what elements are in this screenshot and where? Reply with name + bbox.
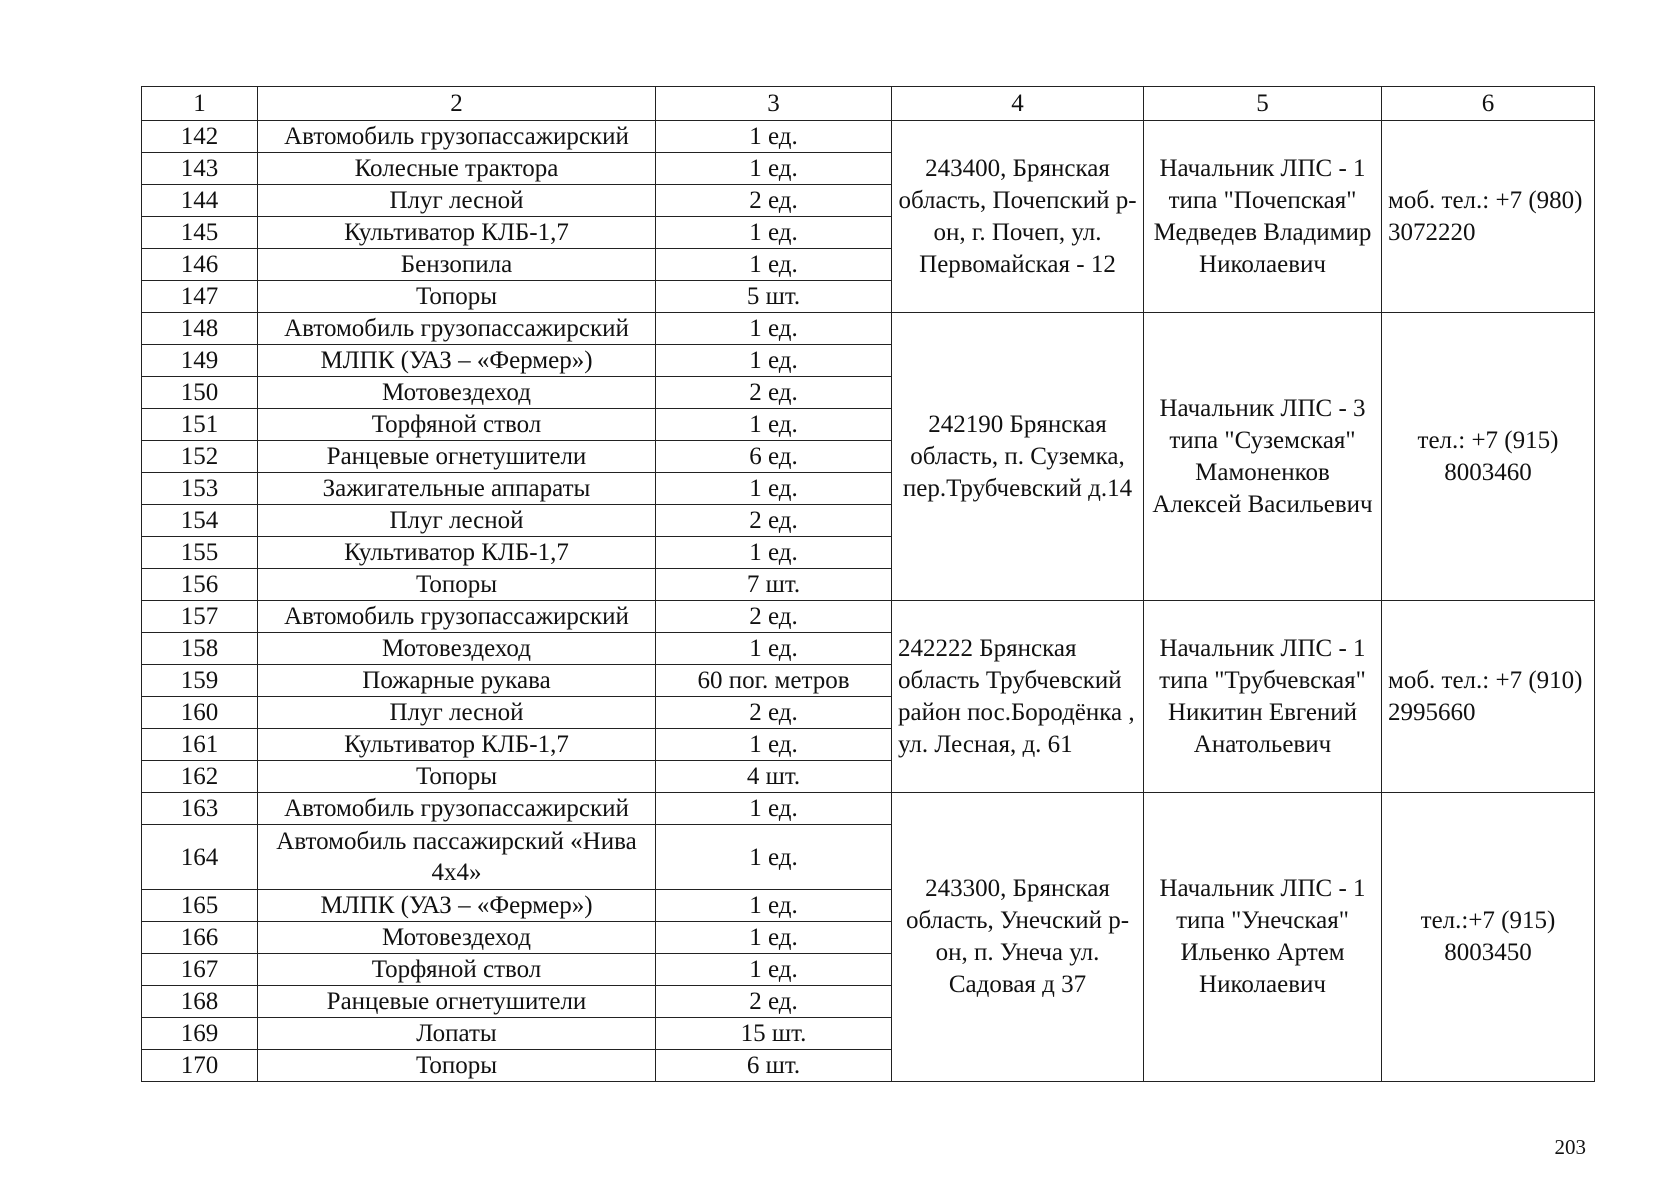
item-name: Автомобиль грузопассажирский — [258, 793, 656, 825]
row-number: 147 — [142, 281, 258, 313]
table-header-row — [142, 87, 1595, 121]
column-header: 1 — [142, 87, 258, 121]
group-address: 242190 Брянская область, п. Суземка, пер.Трубчевский д.14 — [892, 313, 1144, 601]
item-quantity: 1 ед. — [656, 729, 892, 761]
equipment-table — [141, 86, 1595, 1082]
item-quantity: 1 ед. — [656, 409, 892, 441]
item-name: Мотовездеход — [258, 633, 656, 665]
item-quantity: 2 ед. — [656, 185, 892, 217]
row-number: 153 — [142, 473, 258, 505]
item-name: Культиватор КЛБ-1,7 — [258, 217, 656, 249]
item-quantity: 1 ед. — [656, 793, 892, 825]
group-address: 243300, Брянская область, Унечский р-он, п. Унеча ул. Садовая д 37 — [892, 793, 1144, 1082]
group-address: 243400, Брянская область, Почепский р-он, г. Почеп, ул. Первомайская - 12 — [892, 121, 1144, 313]
item-name: Автомобиль грузопассажирский — [258, 601, 656, 633]
row-number: 170 — [142, 1050, 258, 1082]
column-header: 2 — [258, 87, 656, 121]
column-header: 6 — [1382, 87, 1595, 121]
item-quantity: 15 шт. — [656, 1018, 892, 1050]
group-head: Начальник ЛПС - 3 типа "Суземская" Мамоненков Алексей Васильевич — [1144, 313, 1382, 601]
item-quantity: 1 ед. — [656, 954, 892, 986]
group-head: Начальник ЛПС - 1 типа "Унечская" Ильенко Артем Николаевич — [1144, 793, 1382, 1082]
item-quantity: 7 шт. — [656, 569, 892, 601]
table-row — [142, 121, 1595, 153]
row-number: 143 — [142, 153, 258, 185]
row-number: 154 — [142, 505, 258, 537]
item-name: Зажигательные аппараты — [258, 473, 656, 505]
item-name: Торфяной ствол — [258, 954, 656, 986]
item-quantity: 1 ед. — [656, 473, 892, 505]
row-number: 145 — [142, 217, 258, 249]
row-number: 159 — [142, 665, 258, 697]
item-name: Мотовездеход — [258, 922, 656, 954]
item-quantity: 2 ед. — [656, 377, 892, 409]
group-phone: тел.:+7 (915) 8003450 — [1382, 793, 1595, 1082]
item-quantity: 2 ед. — [656, 986, 892, 1018]
row-number: 160 — [142, 697, 258, 729]
row-number: 155 — [142, 537, 258, 569]
group-phone: моб. тел.: +7 (910) 2995660 — [1382, 601, 1595, 793]
row-number: 150 — [142, 377, 258, 409]
row-number: 168 — [142, 986, 258, 1018]
item-quantity: 1 ед. — [656, 922, 892, 954]
row-number: 158 — [142, 633, 258, 665]
item-quantity: 6 ед. — [656, 441, 892, 473]
row-number: 166 — [142, 922, 258, 954]
item-quantity: 1 ед. — [656, 890, 892, 922]
item-name: Колесные трактора — [258, 153, 656, 185]
group-phone: моб. тел.: +7 (980) 3072220 — [1382, 121, 1595, 313]
item-name: Ранцевые огнетушители — [258, 986, 656, 1018]
row-number: 165 — [142, 890, 258, 922]
item-name: Мотовездеход — [258, 377, 656, 409]
item-quantity: 4 шт. — [656, 761, 892, 793]
row-number: 167 — [142, 954, 258, 986]
row-number: 152 — [142, 441, 258, 473]
item-name: Лопаты — [258, 1018, 656, 1050]
item-name: Плуг лесной — [258, 697, 656, 729]
group-head: Начальник ЛПС - 1 типа "Трубчевская" Никитин Евгений Анатольевич — [1144, 601, 1382, 793]
group-head: Начальник ЛПС - 1 типа "Почепская" Медведев Владимир Николаевич — [1144, 121, 1382, 313]
item-name: Топоры — [258, 569, 656, 601]
item-name: Плуг лесной — [258, 185, 656, 217]
item-quantity: 2 ед. — [656, 601, 892, 633]
column-header: 3 — [656, 87, 892, 121]
item-quantity: 1 ед. — [656, 249, 892, 281]
row-number: 144 — [142, 185, 258, 217]
item-quantity: 1 ед. — [656, 633, 892, 665]
item-quantity: 1 ед. — [656, 313, 892, 345]
row-number: 151 — [142, 409, 258, 441]
item-quantity: 2 ед. — [656, 505, 892, 537]
item-quantity: 6 шт. — [656, 1050, 892, 1082]
item-name: Топоры — [258, 1050, 656, 1082]
item-name: Пожарные рукава — [258, 665, 656, 697]
item-name: Топоры — [258, 281, 656, 313]
item-quantity: 1 ед. — [656, 217, 892, 249]
row-number: 148 — [142, 313, 258, 345]
group-phone: тел.: +7 (915) 8003460 — [1382, 313, 1595, 601]
page-number: 203 — [1554, 1135, 1586, 1159]
row-number: 146 — [142, 249, 258, 281]
column-header: 4 — [892, 87, 1144, 121]
item-name: Автомобиль пассажирский «Нива 4х4» — [258, 825, 656, 890]
table-row — [142, 601, 1595, 633]
row-number: 164 — [142, 825, 258, 890]
row-number: 157 — [142, 601, 258, 633]
item-name: Культиватор КЛБ-1,7 — [258, 729, 656, 761]
item-name: Автомобиль грузопассажирский — [258, 121, 656, 153]
table-row — [142, 793, 1595, 825]
item-name: Плуг лесной — [258, 505, 656, 537]
column-header: 5 — [1144, 87, 1382, 121]
row-number: 162 — [142, 761, 258, 793]
item-quantity: 60 пог. метров — [656, 665, 892, 697]
item-quantity: 1 ед. — [656, 153, 892, 185]
item-quantity: 1 ед. — [656, 825, 892, 890]
item-quantity: 1 ед. — [656, 121, 892, 153]
item-name: Бензопила — [258, 249, 656, 281]
item-quantity: 2 ед. — [656, 697, 892, 729]
row-number: 156 — [142, 569, 258, 601]
item-name: МЛПК (УАЗ – «Фермер») — [258, 890, 656, 922]
item-name: Автомобиль грузопассажирский — [258, 313, 656, 345]
item-name: Топоры — [258, 761, 656, 793]
row-number: 163 — [142, 793, 258, 825]
row-number: 161 — [142, 729, 258, 761]
item-quantity: 1 ед. — [656, 537, 892, 569]
row-number: 149 — [142, 345, 258, 377]
item-name: Торфяной ствол — [258, 409, 656, 441]
item-name: Культиватор КЛБ-1,7 — [258, 537, 656, 569]
row-number: 169 — [142, 1018, 258, 1050]
row-number: 142 — [142, 121, 258, 153]
item-name: МЛПК (УАЗ – «Фермер») — [258, 345, 656, 377]
group-address: 242222 Брянская область Трубчевский район пос.Бородёнка , ул. Лесная, д. 61 — [892, 601, 1144, 793]
item-name: Ранцевые огнетушители — [258, 441, 656, 473]
table-row — [142, 313, 1595, 345]
item-quantity: 1 ед. — [656, 345, 892, 377]
item-quantity: 5 шт. — [656, 281, 892, 313]
